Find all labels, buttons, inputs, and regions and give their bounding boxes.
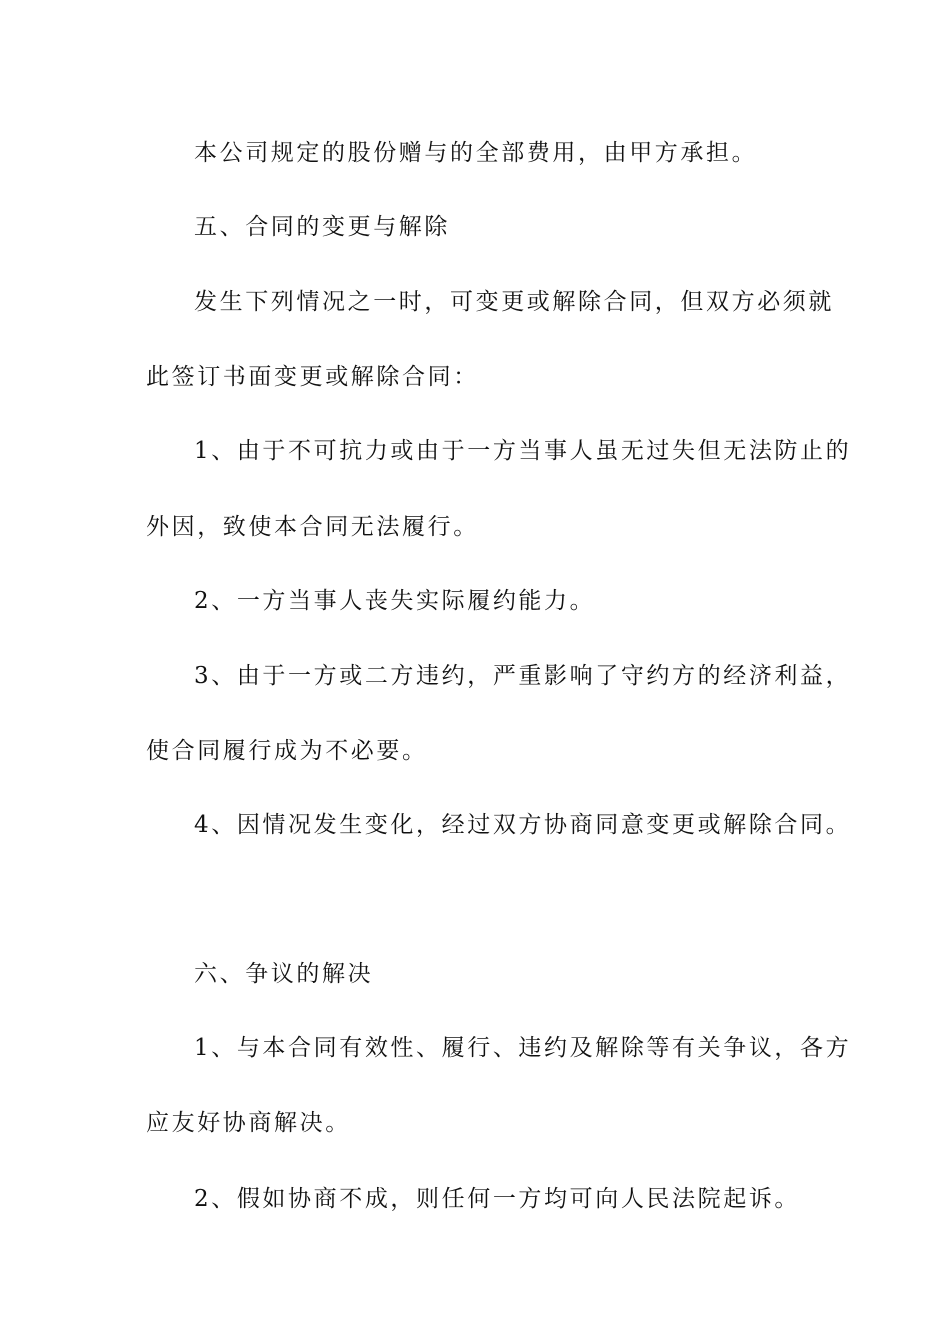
list-item-5-2: 2、一方当事人丧失实际履约能力。 [194, 588, 596, 614]
list-item-5-3-line-2: 使合同履行成为不必要。 [146, 738, 428, 764]
section-heading-6: 六、争议的解决 [194, 961, 374, 987]
list-item-6-1-line-1: 1、与本合同有效性、履行、违约及解除等有关争议，各方 [194, 1035, 852, 1061]
list-item-5-4: 4、因情况发生变化，经过双方协商同意变更或解除合同。 [194, 812, 852, 838]
list-item-6-2: 2、假如协商不成，则任何一方均可向人民法院起诉。 [194, 1186, 801, 1212]
section-heading-5: 五、合同的变更与解除 [194, 214, 450, 240]
list-item-6-1-line-2: 应友好协商解决。 [146, 1110, 351, 1136]
list-item-5-1-line-1: 1、由于不可抗力或由于一方当事人虽无过失但无法防止的 [194, 438, 852, 464]
list-item-5-1-line-2: 外因，致使本合同无法履行。 [146, 514, 479, 540]
list-item-5-3-line-1: 3、由于一方或二方违约，严重影响了守约方的经济利益， [194, 663, 852, 689]
paragraph-line-1: 本公司规定的股份赠与的全部费用，由甲方承担。 [194, 140, 758, 166]
paragraph-line-2: 发生下列情况之一时，可变更或解除合同，但双方必须就 [194, 289, 834, 315]
paragraph-line-3: 此签订书面变更或解除合同： [146, 364, 479, 390]
